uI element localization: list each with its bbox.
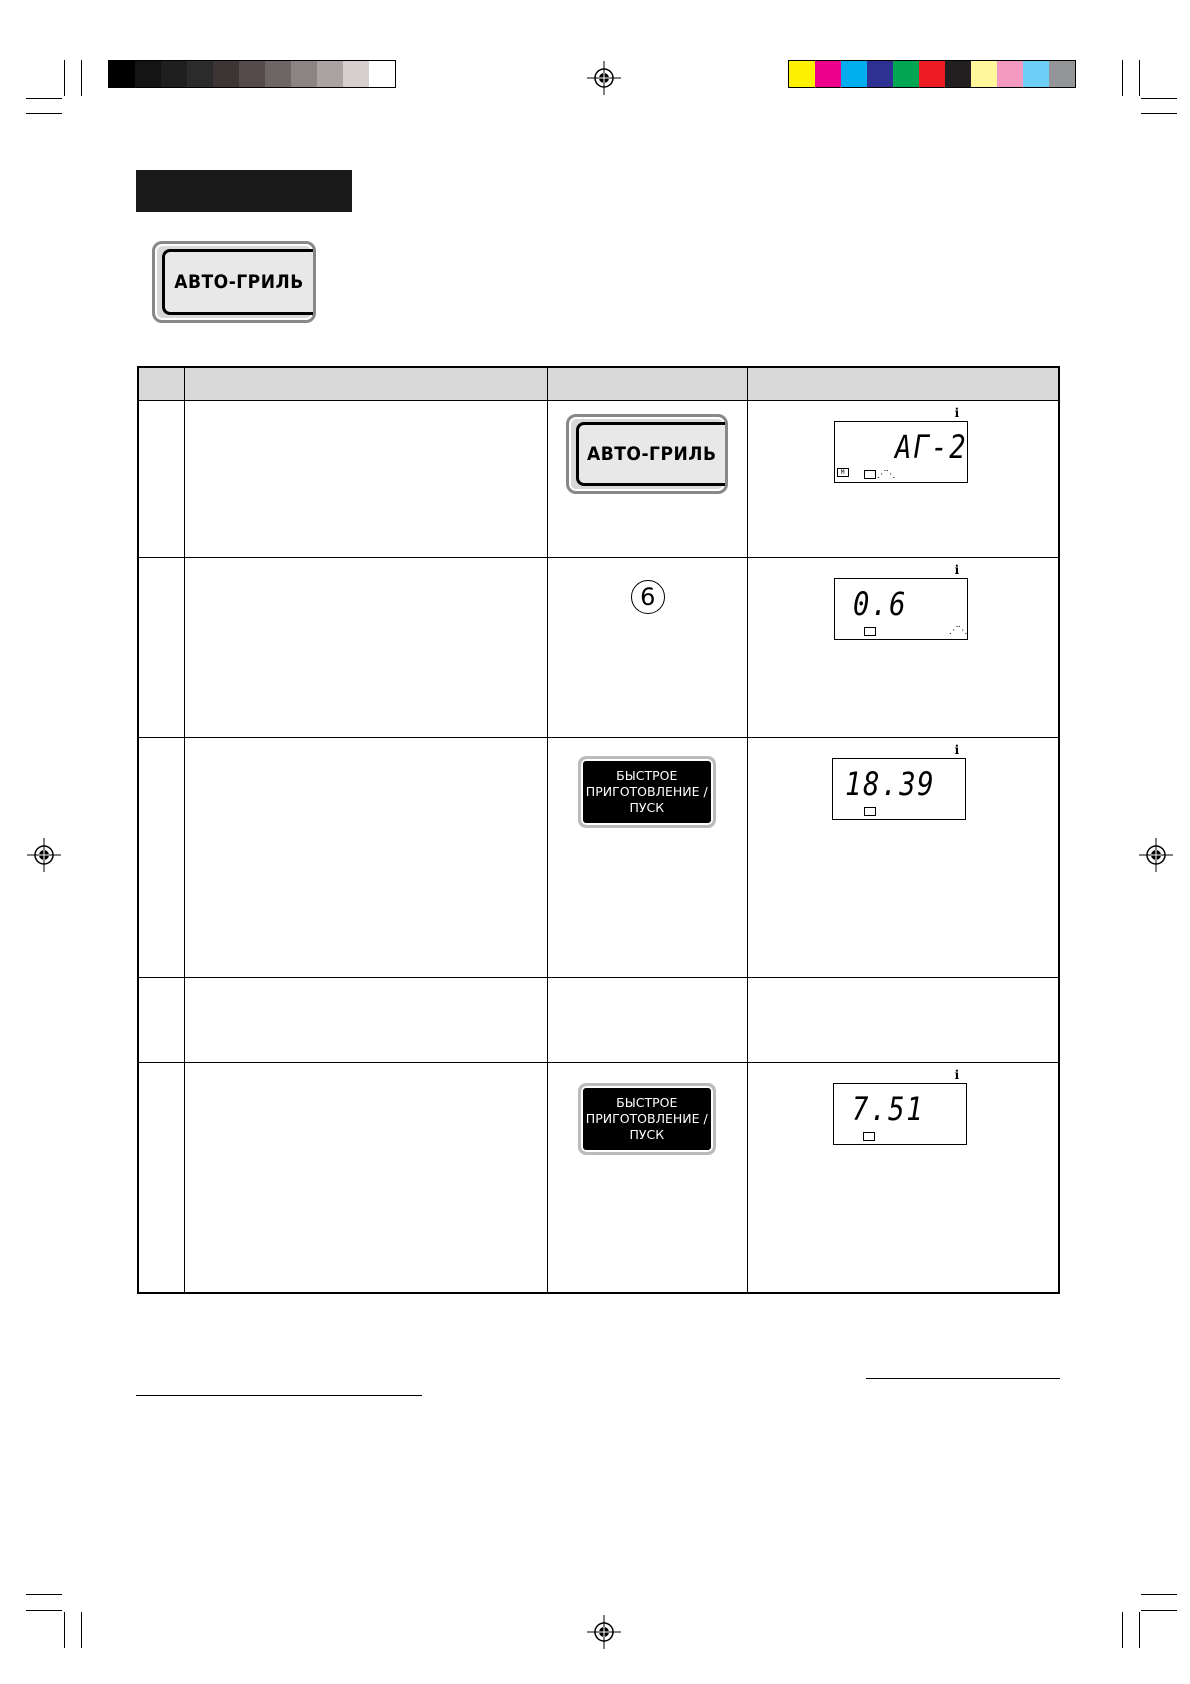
crop-mark [1141, 1610, 1177, 1611]
blinking-indicator-icon: ⋰⋱ [948, 625, 967, 636]
crop-mark [26, 1594, 62, 1595]
crop-mark [1141, 1594, 1177, 1595]
color-swatch [919, 61, 945, 87]
button-label-line: ПУСК [629, 1127, 665, 1142]
step-display-cell [747, 978, 1059, 1063]
color-swatch [893, 61, 919, 87]
color-swatch [187, 61, 213, 87]
info-icon: i [954, 743, 960, 757]
table-row [138, 1063, 1059, 1293]
auto-grill-button-illustration [152, 241, 316, 323]
auto-grill-button-label: АВТО-ГРИЛЬ [162, 249, 313, 315]
step-button-cell [547, 401, 747, 558]
color-swatch [997, 61, 1023, 87]
lcd-text: 7.51 [851, 1090, 924, 1128]
column-header [184, 367, 547, 401]
color-swatch [1049, 61, 1075, 87]
column-header [747, 367, 1059, 401]
auto-grill-button-illustration [566, 414, 728, 494]
quick-cook-start-button-illustration [578, 1083, 716, 1155]
quick-cook-start-button-illustration [578, 756, 716, 828]
color-swatch [971, 61, 997, 87]
crop-mark [1141, 113, 1177, 114]
crop-mark [1139, 60, 1140, 96]
registration-mark-icon [1139, 838, 1173, 872]
step-number-cell [138, 1063, 184, 1293]
step-number-cell [138, 401, 184, 558]
table-row [138, 738, 1059, 978]
grill-icon [864, 627, 876, 636]
button-label-line: БЫСТРОЕ [616, 1095, 678, 1110]
step-display-cell [747, 558, 1059, 738]
table-row [138, 978, 1059, 1063]
step-text-cell [184, 558, 547, 738]
digit-button-icon: 6 [631, 580, 665, 614]
info-icon: i [954, 563, 960, 577]
section-title-bar [136, 170, 352, 212]
crop-mark [1139, 1612, 1140, 1648]
crop-mark [81, 1612, 82, 1648]
table-row [138, 401, 1059, 558]
registration-mark-icon [587, 1615, 621, 1649]
auto-grill-button-label: АВТО-ГРИЛЬ [576, 422, 725, 486]
lcd-text: 18.39 [844, 765, 936, 803]
lcd-text: 0.6 [852, 585, 907, 623]
info-icon: i [954, 406, 960, 420]
crop-mark [81, 60, 82, 96]
button-label-line: БЫСТРОЕ [616, 768, 678, 783]
color-swatch [109, 61, 135, 87]
button-label-line: ПРИГОТОВЛЕНИЕ / [585, 1111, 708, 1126]
step-text-cell [184, 978, 547, 1063]
crop-mark [1122, 60, 1123, 96]
steps-table [137, 366, 1060, 1294]
step-display-cell [747, 738, 1059, 978]
step-button-cell [547, 978, 747, 1063]
table-row [138, 558, 1059, 738]
crop-mark [64, 1612, 65, 1648]
step-number-cell [138, 978, 184, 1063]
step-number-cell [138, 738, 184, 978]
grill-icon [863, 1132, 875, 1141]
step-button-cell [547, 558, 747, 738]
step-display-cell [747, 401, 1059, 558]
gray-calibration-bar [108, 60, 396, 88]
color-swatch [239, 61, 265, 87]
crop-mark [26, 113, 62, 114]
color-swatch [317, 61, 343, 87]
lcd-display [832, 758, 966, 820]
column-header [547, 367, 747, 401]
step-button-cell [547, 1063, 747, 1293]
step-text-cell [184, 738, 547, 978]
crop-mark [26, 1610, 62, 1611]
button-label-line: ПУСК [629, 800, 665, 815]
color-swatch [161, 61, 187, 87]
registration-mark-icon [27, 838, 61, 872]
crop-mark [26, 98, 62, 99]
step-text-cell [184, 1063, 547, 1293]
step-number-cell [138, 558, 184, 738]
crop-mark [1122, 1612, 1123, 1648]
step-display-cell [747, 1063, 1059, 1293]
lcd-display [833, 1083, 967, 1145]
column-header [138, 367, 184, 401]
button-label-line: ПРИГОТОВЛЕНИЕ / [585, 784, 708, 799]
step-button-cell [547, 738, 747, 978]
color-swatch [135, 61, 161, 87]
color-swatch [815, 61, 841, 87]
color-calibration-bar [788, 60, 1076, 88]
color-swatch [945, 61, 971, 87]
step-text-cell [184, 401, 547, 558]
color-swatch [841, 61, 867, 87]
lcd-text: АГ-2 [894, 428, 967, 466]
color-swatch [213, 61, 239, 87]
grill-icon [864, 807, 876, 816]
microwave-mode-icon: M [837, 468, 849, 477]
color-swatch [369, 61, 395, 87]
color-swatch [265, 61, 291, 87]
table-header-row [138, 367, 1059, 401]
color-swatch [291, 61, 317, 87]
color-swatch [343, 61, 369, 87]
color-swatch [1023, 61, 1049, 87]
grill-icon [864, 470, 876, 479]
footer-rule [136, 1395, 422, 1396]
blinking-indicator-icon: ⋰⋱ [876, 469, 895, 480]
lcd-display [834, 421, 968, 483]
crop-mark [64, 60, 65, 96]
color-swatch [867, 61, 893, 87]
registration-mark-icon [587, 61, 621, 95]
crop-mark [1141, 98, 1177, 99]
info-icon: i [954, 1068, 960, 1082]
footer-rule [866, 1378, 1060, 1379]
color-swatch [789, 61, 815, 87]
lcd-display [834, 578, 968, 640]
